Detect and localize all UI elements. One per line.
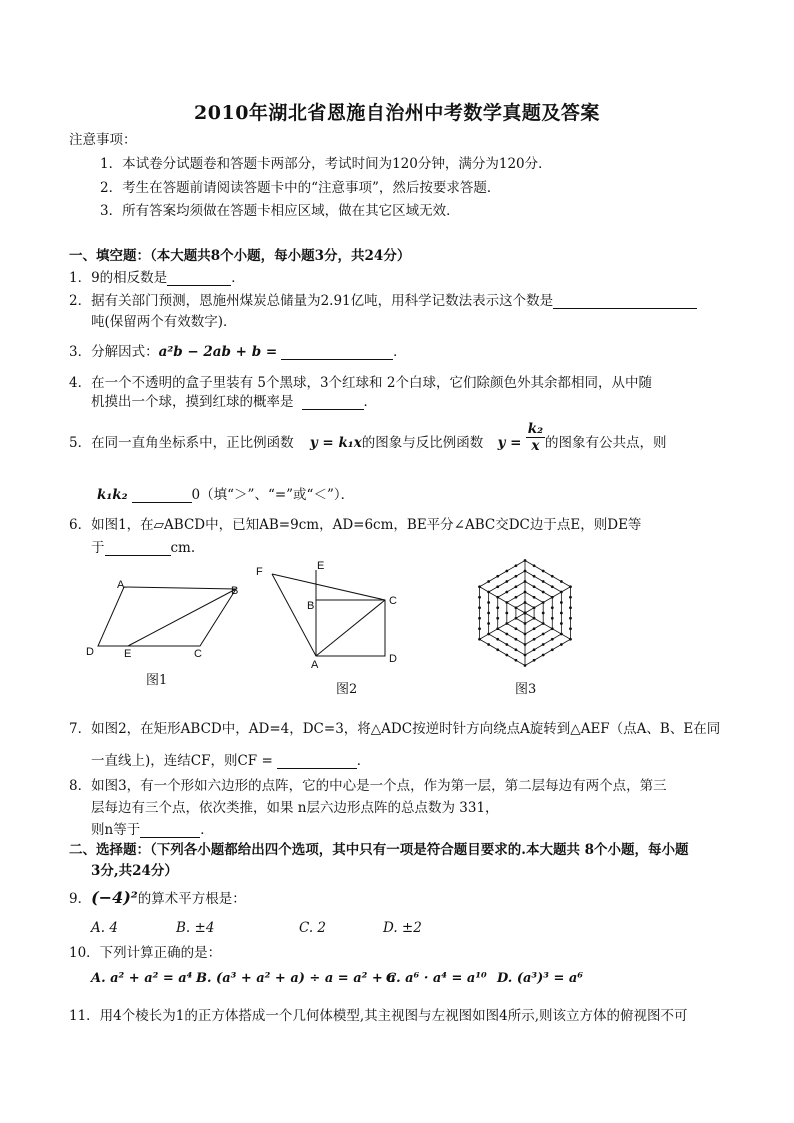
fig3-dot	[487, 643, 490, 646]
q8-blank	[140, 823, 200, 838]
fig3-spoke	[480, 613, 525, 639]
fig3-dot	[515, 606, 518, 609]
fig3-dot	[551, 606, 554, 609]
q8-end: ．	[200, 822, 214, 838]
fig3-dot	[478, 606, 481, 609]
q5-y: y =	[497, 435, 522, 451]
q4-line1: 4．在一个不透明的盒子里装有 5个黑球，3个红球和 2个白球，它们除颜色外其余都相同，从中随	[69, 375, 652, 391]
fig3-center-dot	[523, 611, 526, 614]
q1	[69, 266, 245, 286]
q8-line3	[91, 818, 214, 838]
fig3-dot	[487, 591, 490, 594]
q4-blank	[302, 395, 364, 410]
fig3-dot	[569, 596, 572, 599]
fig3-dot	[533, 606, 536, 609]
fig3-dot	[560, 601, 563, 604]
q7-end: ．	[356, 753, 371, 769]
fig1-caption: 图1	[146, 673, 168, 688]
q10-option-b: B. (a³ + a² + a) ÷ a = a² + a	[196, 971, 396, 986]
fig3-dot	[551, 585, 554, 588]
fig3-dot	[569, 606, 572, 609]
q5-post: 的图象有公共点，则	[545, 435, 667, 451]
fig3-dot	[515, 627, 518, 630]
notice-item-1: 1．本试卷分试题卷和答题卡两部分，考试时间为120分钟，满分为120分．	[100, 156, 552, 172]
fig3-dot	[487, 612, 490, 615]
fig3-dot	[551, 627, 554, 630]
fig3-dot	[533, 596, 536, 599]
fig3-dot	[496, 575, 499, 578]
fig3-dot	[505, 612, 508, 615]
fig3-dot	[524, 633, 527, 636]
q4-end: ．	[363, 394, 377, 410]
notice-item-3: 3．所有答案均须做在答题卡相应区域，做在其它区域无效．	[100, 203, 460, 219]
fig3-dot	[542, 601, 545, 604]
fig3-dot	[515, 575, 518, 578]
q10-text: 10．下列计算正确的是：	[69, 945, 222, 961]
fig3-dot	[496, 638, 499, 641]
q9-option-b: B. ±4	[176, 920, 215, 936]
fig3-dot	[560, 591, 563, 594]
fig3-caption: 图3	[515, 682, 537, 697]
fig3-dot	[551, 575, 554, 578]
fig3-dot	[542, 633, 545, 636]
section2-line1: 二、选择题：（下列各小题都给出四个选项，其中只有一项是符合题目要求的.本大题共 8个小题，每小题	[69, 842, 689, 858]
fig3-dot	[496, 585, 499, 588]
fig3-dot	[551, 596, 554, 599]
fig2-line-AC	[316, 600, 385, 656]
q10-option-d: D. (a³)³ = a⁶	[497, 971, 584, 986]
fig3-dot	[524, 580, 527, 583]
q11-text: 11．用4个棱长为1的正方体搭成一个几何体模型,其主视图与左视图如图4所示,则该立方体的俯视图不可	[69, 1008, 688, 1024]
fig3-dot	[551, 617, 554, 620]
fig3-dot	[505, 654, 508, 657]
fig3-spoke	[525, 613, 570, 639]
fig3-dot	[533, 659, 536, 662]
fig2-caption: 图2	[336, 682, 358, 697]
fig3-dot	[542, 612, 545, 615]
fig3-dot	[542, 591, 545, 594]
fig3-dot	[524, 591, 527, 594]
fig3-dot	[487, 633, 490, 636]
q7-line2	[91, 749, 370, 769]
notice-item-2: 2．考生在答题前请阅读答题卡中的“注意事项”，然后按要求答题．	[100, 180, 501, 196]
fig3-dot	[533, 585, 536, 588]
fig3-spoke	[480, 587, 525, 613]
notice-heading: 注意事项：	[69, 132, 137, 148]
fig1-line-BE	[128, 589, 236, 646]
fig3-dot	[524, 601, 527, 604]
fig3-dot	[515, 564, 518, 567]
q1-blank	[167, 271, 231, 286]
q5-fraction	[526, 421, 545, 454]
fig3-dot	[533, 638, 536, 641]
q9-option-a: A. 4	[91, 920, 118, 936]
fig3-dot	[505, 643, 508, 646]
q9-expr: (−4)²	[91, 888, 138, 907]
fig3-dot	[478, 596, 481, 599]
q8-text: 则n等于	[91, 822, 141, 838]
fig3-dot	[533, 617, 536, 620]
fig3-dot	[487, 622, 490, 625]
q5-fraction-den: x	[531, 438, 540, 454]
fig2-label-F: F	[256, 566, 263, 578]
fig3-dot	[487, 601, 490, 604]
fig3-dot	[515, 617, 518, 620]
q9-option-d: D. ±2	[383, 920, 422, 936]
fig3-dot	[478, 627, 481, 630]
q5-tail: 0（填“＞”、“=”或“＜”）．	[191, 487, 355, 503]
q10-option-c: C. a⁶ · a⁴ = a¹⁰	[386, 971, 487, 986]
fig2-label-B: B	[307, 600, 315, 612]
q1-end: ．	[231, 270, 245, 286]
q6-line2	[91, 536, 195, 556]
section2-line2: 3分,共24分）	[91, 863, 178, 879]
figure-1	[84, 576, 244, 658]
q3-expr: a²b − 2ab + b =	[158, 344, 278, 360]
fig3-dot	[478, 617, 481, 620]
fig3-dot	[496, 596, 499, 599]
fig2-label-D: D	[389, 653, 397, 665]
fig3-dot	[515, 659, 518, 662]
fig3-dot	[505, 622, 508, 625]
fig3-dot	[569, 585, 572, 588]
fig3-dot	[533, 575, 536, 578]
q4-line2	[91, 390, 377, 410]
fig3-dot	[560, 622, 563, 625]
fig3-dot	[515, 596, 518, 599]
fig3-dot	[560, 580, 563, 583]
q2-text: 2．据有关部门预测，恩施州煤炭总储量为2.91亿吨，用科学记数法表示这个数是	[69, 293, 554, 309]
q6-line1: 6．如图1，在▱ABCD中，已知AB=9cm，AD=6cm，BE平分∠ABC交DC边于点E，则DE等	[69, 517, 642, 533]
q7-blank	[277, 754, 357, 769]
q6-blank	[105, 541, 171, 556]
section1-heading: 一、填空题：（本大题共8个小题，每小题3分，共24分）	[69, 248, 411, 264]
fig3-dot	[505, 580, 508, 583]
q5-fraction-num: k₂	[527, 421, 543, 437]
q9-text: 的算术平方根是：	[137, 891, 246, 907]
fig3-dot	[496, 627, 499, 630]
fig3-dot	[524, 570, 527, 573]
fig3-dot	[542, 643, 545, 646]
fig3-dot	[542, 654, 545, 657]
fig2-label-C: C	[389, 595, 397, 607]
q3-text: 3．分解因式：	[69, 344, 159, 360]
fig3-dot	[505, 633, 508, 636]
fig3-dot	[569, 627, 572, 630]
fig3-dot	[569, 617, 572, 620]
q5-line1	[69, 421, 667, 454]
q3	[69, 340, 407, 360]
fig3-dot	[524, 654, 527, 657]
q9-option-c: C. 2	[299, 920, 327, 936]
fig1-label-A: A	[117, 579, 125, 591]
q1-text: 1．9的相反数是	[69, 270, 168, 286]
fig1-parallelogram	[98, 585, 239, 646]
fig3-dot	[478, 638, 481, 641]
fig3-dot	[505, 591, 508, 594]
fig3-dot	[560, 633, 563, 636]
fig3-dot	[542, 580, 545, 583]
fig3-dot	[524, 664, 527, 667]
fig3-dot	[515, 638, 518, 641]
fig3-dot	[533, 564, 536, 567]
q8-line2: 层每边有三个点，依次类推，如果 n层六边形点阵的总点数为 331，	[91, 800, 499, 816]
figure-2	[250, 558, 410, 670]
fig2-label-E: E	[317, 560, 325, 572]
fig3-dot	[524, 643, 527, 646]
q6-unit: cm.	[170, 540, 196, 556]
fig3-dot	[560, 643, 563, 646]
figure-3	[463, 551, 587, 675]
fig3-dot	[551, 638, 554, 641]
q5-line2	[97, 483, 354, 503]
fig2-label-A: A	[311, 659, 319, 670]
q4-text: 机摸出一个球，摸到红球的概率是	[91, 394, 294, 410]
fig3-dot	[496, 648, 499, 651]
fig3-dot	[542, 570, 545, 573]
q6-text: 于	[91, 540, 105, 556]
q5-expr2: k₁k₂	[97, 487, 128, 503]
fig3-dot	[478, 585, 481, 588]
fig3-dot	[496, 617, 499, 620]
q8-line1: 8．如图3，有一个形如六边形的点阵，它的中心是一个点，作为第一层，第二层每边有两个点，第三	[69, 778, 667, 794]
fig3-dot	[533, 648, 536, 651]
q5-expr1: y = k₁x	[309, 435, 362, 451]
q5-pre: 5．在同一直角坐标系中，正比例函数	[69, 435, 294, 451]
fig3-dot	[533, 627, 536, 630]
fig2-line-FC	[272, 574, 385, 600]
q10-option-a: A. a² + a² = a⁴	[91, 971, 193, 986]
page-title: 2010年湖北省恩施自治州中考数学真题及答案	[194, 102, 600, 124]
fig3-dot	[524, 559, 527, 562]
fig3-dot	[487, 580, 490, 583]
q5-blank	[132, 488, 192, 503]
q2-line1	[69, 289, 697, 309]
fig1-label-B: B	[231, 585, 239, 597]
q5-mid: 的图象与反比例函数	[361, 435, 484, 451]
q2-blank	[553, 294, 697, 309]
fig1-label-D: D	[86, 646, 94, 658]
fig3-dot	[505, 570, 508, 573]
fig1-label-C: C	[194, 648, 202, 658]
fig3-dot	[569, 638, 572, 641]
q2-line2: 吨(保留两个有效数字)．	[91, 314, 237, 330]
fig3-spoke	[525, 587, 570, 613]
q3-end: ．	[393, 344, 407, 360]
fig3-dot	[560, 612, 563, 615]
fig3-dot	[496, 606, 499, 609]
fig3-dot	[515, 585, 518, 588]
q9: 9．(−4)²的算术平方根是：	[69, 888, 246, 907]
fig3-dot	[542, 622, 545, 625]
fig1-label-E: E	[124, 648, 132, 658]
fig3-dot	[505, 601, 508, 604]
fig3-dot	[515, 648, 518, 651]
fig3-dot	[524, 622, 527, 625]
q7-line1: 7．如图2，在矩形ABCD中，AD=4，DC=3，将△ADC按逆时针方向绕点A旋转到△AEF（点A、B、E在同	[69, 721, 721, 737]
q7-text: 一直线上)，连结CF，则CF =	[91, 753, 273, 769]
fig3-dot	[551, 648, 554, 651]
q3-blank	[281, 345, 393, 360]
